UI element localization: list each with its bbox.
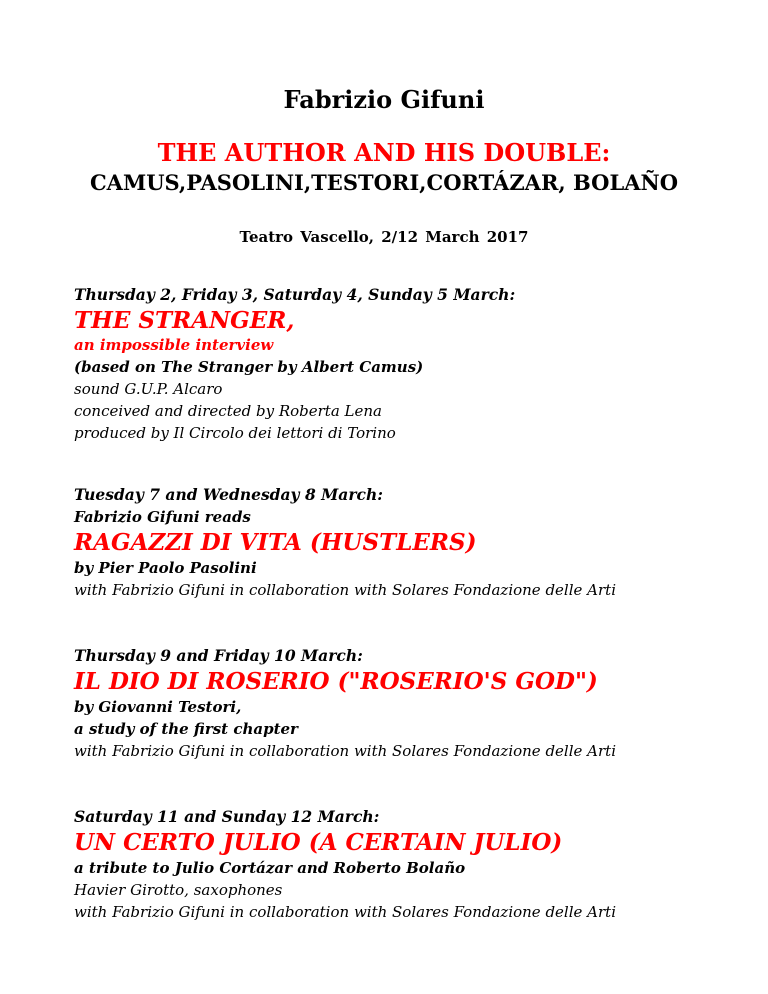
event-title: UN CERTO JULIO (A CERTAIN JULIO) [74,829,563,856]
event-title: RAGAZZI DI VITA (HUSTLERS) [74,529,477,556]
event-un-certo-julio [74,806,734,923]
event-credit: with Fabrizio Gifuni in collaboration with Solares Fondazione delle Arti [74,903,616,921]
event-dates: Saturday 11 and Sunday 12 March: [74,807,380,826]
event-ragazzi-di-vita [74,484,734,601]
event-dates: Tuesday 7 and Wednesday 8 March: [74,485,383,504]
author-name: Fabrizio Gifuni [283,85,485,114]
event-study: a study of the first chapter [74,720,298,738]
event-subtitle: an impossible interview [74,336,274,354]
event-credit: conceived and directed by Roberta Lena [74,402,382,420]
program-title: THE AUTHOR AND HIS DOUBLE: [157,138,611,167]
event-credit: with Fabrizio Gifuni in collaboration with Solares Fondazione delle Arti [74,581,616,599]
event-reader: Fabrizio Gifuni reads [74,508,251,526]
event-title: IL DIO DI ROSERIO ("ROSERIO'S GOD") [74,668,598,695]
venue-dates: Teatro Vascello, 2/12 March 2017 [239,228,529,246]
event-il-dio-di-roserio [74,645,734,762]
event-title: THE STRANGER, [74,307,295,334]
event-byline: by Pier Paolo Pasolini [74,559,257,577]
event-credit: produced by Il Circolo dei lettori di Torino [74,424,396,442]
event-musician: Havier Girotto, saxophones [74,881,283,899]
event-tribute: a tribute to Julio Cortázar and Roberto Bolaño [74,859,466,877]
event-dates: Thursday 2, Friday 3, Saturday 4, Sunday 5 March: [74,285,516,304]
event-based-on: (based on The Stranger by Albert Camus) [74,358,424,376]
event-the-stranger [74,284,734,444]
event-credit: sound G.U.P. Alcaro [74,380,223,398]
program-subtitle: CAMUS,PASOLINI,TESTORI,CORTÁZAR, BOLAÑO [89,170,679,195]
event-credit: with Fabrizio Gifuni in collaboration with Solares Fondazione delle Arti [74,742,616,760]
event-byline: by Giovanni Testori, [74,698,242,716]
event-dates: Thursday 9 and Friday 10 March: [74,646,363,665]
